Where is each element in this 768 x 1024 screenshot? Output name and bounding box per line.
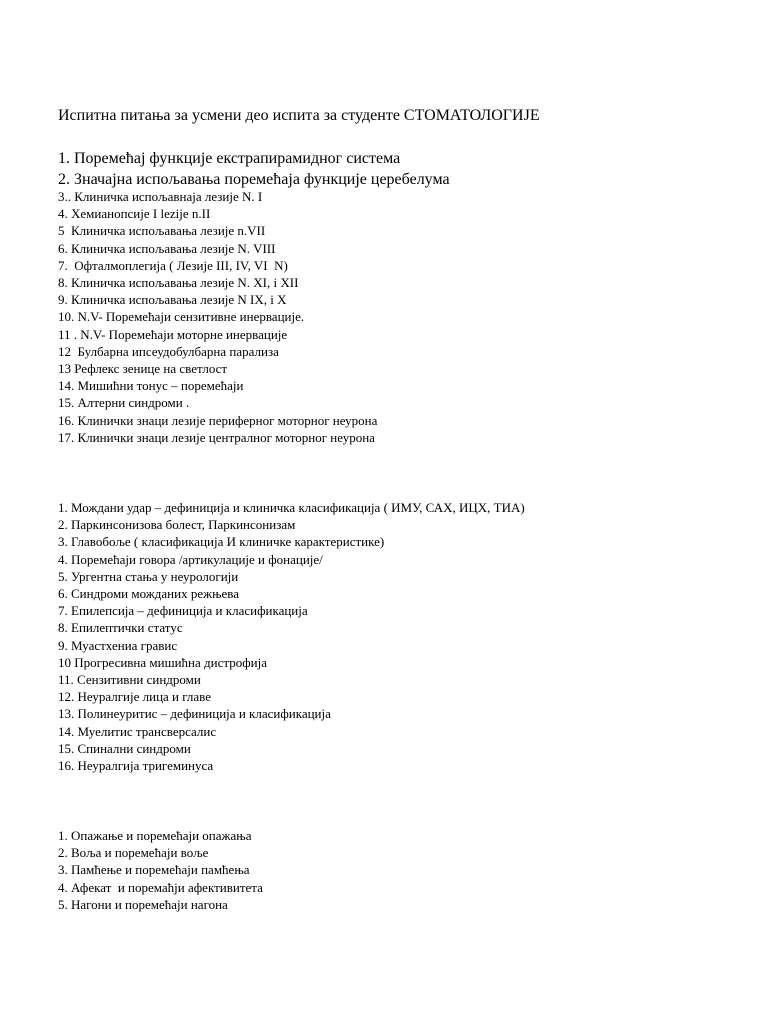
- list-item: 5. Ургентна стања у неурологији: [58, 568, 239, 584]
- list-item: 11. Сензитивни синдроми: [58, 672, 201, 688]
- list-item: 5 Клиничка испољавања лезије n.VII: [58, 223, 266, 239]
- list-item: 16. Неуралгија тригеминуса: [58, 758, 214, 774]
- list-item: 7. Офталмоплегија ( Лезије III, IV, VI N): [58, 257, 288, 273]
- list-item: 1. Опажање и поремећаји опажања: [58, 828, 252, 843]
- list-item: 6. Клиничка испољавања лезије N. VIII: [58, 240, 276, 256]
- list-item: 12. Неуралгије лица и главе: [58, 689, 212, 705]
- list-item: 14. Мишићни тонус – поремећаји: [58, 378, 244, 394]
- list-item: 8. Клиничка испољавања лезије N. XI, i XII: [58, 275, 299, 291]
- list-item: 9. Клиничка испољавања лезије N IX, i X: [58, 292, 287, 308]
- list-item: 3.. Клиничка испољавнаја лезије N. I: [58, 189, 263, 204]
- list-item: 7. Епилепсија – дефиниција и класификација: [58, 603, 308, 619]
- headline-question-list: [58, 148, 450, 190]
- list-item: 17. Клинички знаци лезије централног моторног неурона: [58, 429, 375, 445]
- list-item: 6. Синдроми можданих режњева: [58, 586, 239, 602]
- list-item: 2. Воља и поремећаји воље: [58, 845, 209, 861]
- list-item: 10 Прогресивна мишићна дистрофија: [58, 654, 267, 670]
- document-title: Испитна питања за усмени део испита за студенте СТОМАТОЛОГИЈЕ: [58, 107, 540, 124]
- question-list-neuro-clinical: [58, 188, 377, 446]
- list-item: 15. Спинални синдроми: [58, 740, 191, 756]
- list-item: 4. Поремећаји говора /артикулације и фонације/: [58, 551, 323, 567]
- list-item: 1. Мождани удар – дефиниција и клиничка класификација ( ИМУ, САХ, ИЦХ, ТИА): [58, 500, 525, 515]
- question-list-neuro-diseases: [58, 499, 525, 774]
- list-item: 3. Памћење и поремећаји памћења: [58, 862, 250, 878]
- list-item: 13. Полинеуритис – дефиниција и класификација: [58, 706, 331, 722]
- list-item: 4. Хемианопсије I lezije n.II: [58, 206, 211, 222]
- list-item: 5. Нагони и поремећаји нагона: [58, 896, 228, 912]
- list-item: 2. Значајна испољавања поремећаја функције церебелума: [58, 171, 450, 188]
- list-item: 1. Поремећај функције екстрапирамидног система: [58, 150, 401, 167]
- list-item: 8. Епилептички статус: [58, 620, 183, 636]
- list-item: 15. Алтерни синдроми .: [58, 395, 190, 411]
- question-list-psychiatry: [58, 827, 263, 913]
- list-item: 11 . N.V- Поремећаји моторне инервације: [58, 326, 288, 342]
- list-item: 16. Клинички знаци лезије периферног моторног неурона: [58, 412, 378, 428]
- list-item: 9. Муастхениа гравис: [58, 637, 178, 653]
- list-item: 4. Афекат и поремаћји афективитета: [58, 879, 263, 895]
- list-item: 3. Главобоље ( класификација И клиничке карактеристике): [58, 534, 385, 550]
- list-item: 13 Рефлекс зенице на светлост: [58, 361, 228, 377]
- list-item: 2. Паркинсонизова болест, Паркинсонизам: [58, 517, 296, 533]
- list-item: 12 Булбарна ипсеудобулбарна парализа: [58, 343, 279, 359]
- list-item: 10. N.V- Поремећаји сензитивне инервације.: [58, 309, 305, 325]
- list-item: 14. Муелитис трансверсалис: [58, 723, 217, 739]
